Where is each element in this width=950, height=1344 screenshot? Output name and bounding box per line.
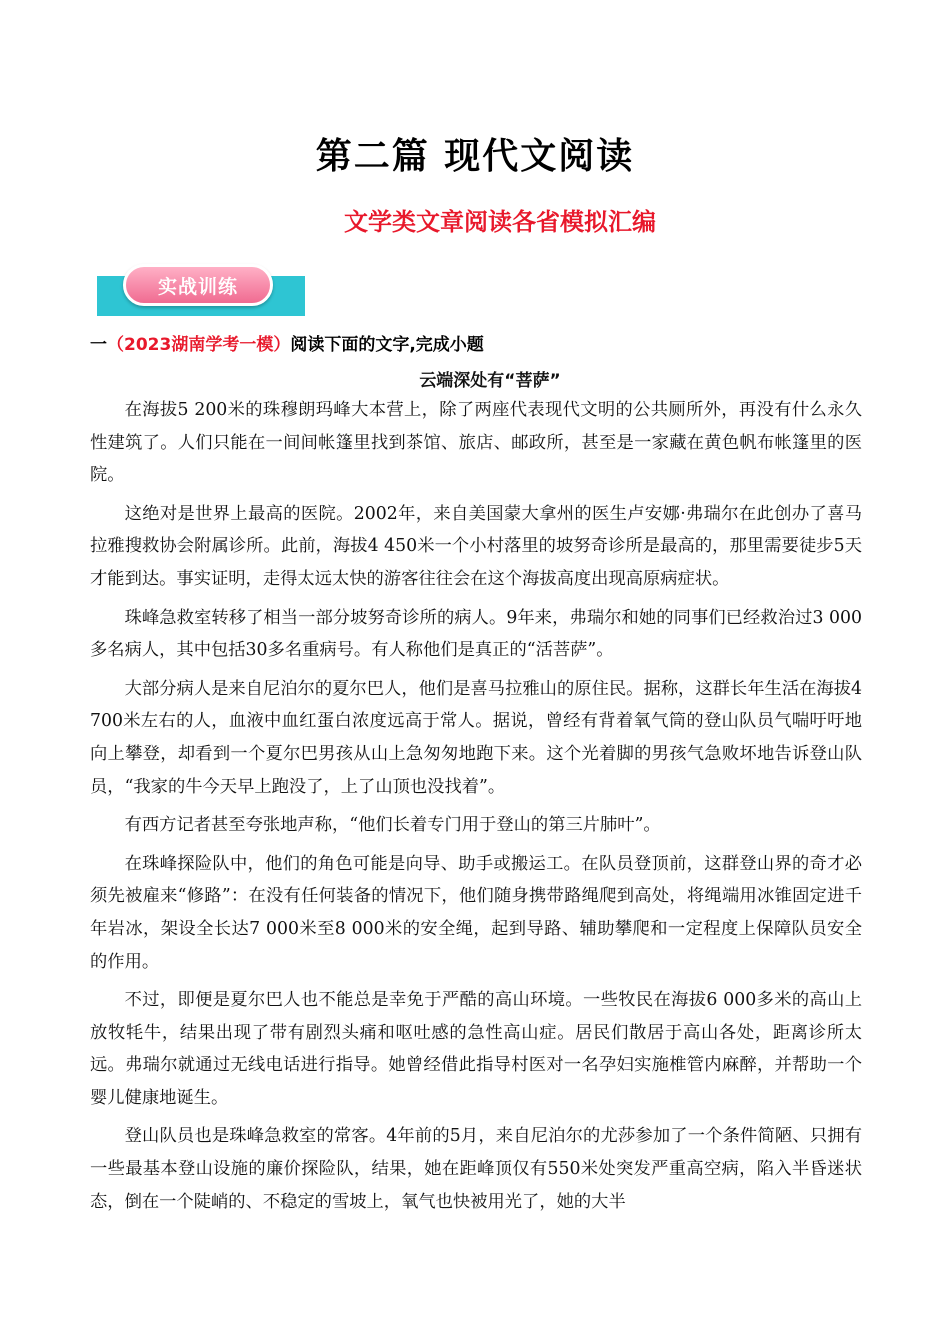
article-title: 云端深处有“菩萨” — [419, 371, 561, 391]
article-paragraph: 在海拔5 200米的珠穆朗玛峰大本营上，除了两座代表现代文明的公共厕所外，再没有什么永久性建筑了。人们只能在一间间帐篷里找到茶馆、旅店、邮政所，甚至是一家藏在黄色帆布帐篷里的医院。 — [90, 400, 862, 486]
article-paragraph: 这绝对是世界上最高的医院。2002年，来自美国蒙大拿州的医生卢安娜·弗瑞尔在此创办了喜马拉雅搜救协会附属诊所。此前，海拔4 450米一个小村落里的坡努奇诊所是最高的，那里需要徒步5天才能到达。事实证明，走得太远太快的游客往往会在这个海拔高度出现高原病症状。 — [90, 503, 862, 589]
page-title: 第二篇 现代文阅读 — [315, 136, 635, 177]
question-instruction: 阅读下面的文字,完成小题 — [290, 335, 484, 355]
article-paragraph: 珠峰急救室转移了相当一部分坡努奇诊所的病人。9年来，弗瑞尔和她的同事们已经救治过3 000多名病人，其中包括30多名重病号。有人称他们是真正的“活菩萨”。 — [90, 607, 862, 661]
article-paragraph: 不过，即便是夏尔巴人也不能总是幸免于严酷的高山环境。一些牧民在海拔6 000多米的高山上放牧牦牛，结果出现了带有剧烈头痛和呕吐感的急性高山症。居民们散居于高山各处，距离诊所太远。弗瑞尔就通过无线电话进行指导。她曾经借此指导村医对一名孕妇实施椎管内麻醉，并帮助一个婴儿健康地诞生。 — [90, 990, 862, 1108]
question-number: 一 — [90, 335, 107, 355]
page-subtitle: 文学类文章阅读各省模拟汇编 — [344, 208, 656, 236]
section-badge — [97, 262, 305, 316]
article-paragraph: 大部分病人是来自尼泊尔的夏尔巴人，他们是喜马拉雅山的原住民。据称，这群长年生活在海拔4 700米左右的人，血液中血红蛋白浓度远高于常人。据说，曾经有背着氧气筒的登山队员气喘吁吁地向上攀登，却看到一个夏尔巴男孩从山上急匆匆地跑下来。这个光着脚的男孩气急败坏地告诉登山队员，“我家的牛今天早上跑没了，上了山顶也没找着”。 — [90, 678, 862, 797]
article-paragraph: 有西方记者甚至夸张地声称，“他们长着专门用于登山的第三片肺叶”。 — [124, 815, 661, 836]
article-paragraph: 在珠峰探险队中，他们的角色可能是向导、助手或搬运工。在队员登顶前，这群登山界的奇才必须先被雇来“修路”：在没有任何装备的情况下，他们随身携带路绳爬到高处，将绳端用冰锥固定进千年岩冰，架设全长达7 000米至8 000米的安全绳，起到导路、辅助攀爬和一定程度上保障队员安全的作用。 — [90, 853, 862, 972]
article-body — [90, 394, 862, 1224]
question-heading — [90, 330, 484, 355]
badge-label: 实战训练 — [123, 264, 273, 306]
question-source: （2023湖南学考一模） — [107, 335, 291, 355]
article-paragraph: 登山队员也是珠峰急救室的常客。4年前的5月，来自尼泊尔的尤莎参加了一个条件简陋、只拥有一些最基本登山设施的廉价探险队，结果，她在距峰顶仅有550米处突发严重高空病，陷入半昏迷状态，倒在一个陡峭的、不稳定的雪坡上，氧气也快被用光了，她的大半 — [90, 1126, 862, 1212]
